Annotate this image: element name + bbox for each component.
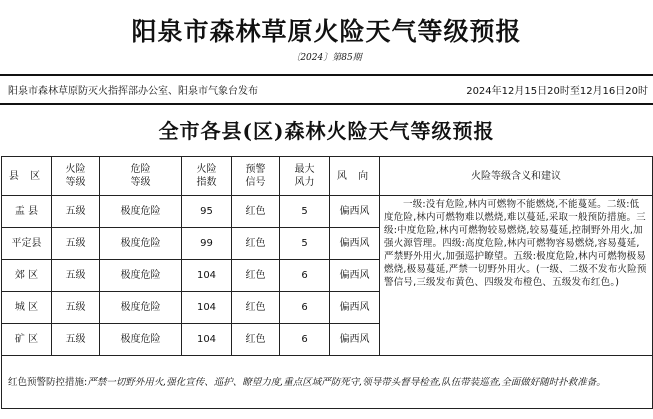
footnote-text: 严禁一切野外用火,强化宣传、巡护、瞭望力度,重点区域严防死守,领导带头督导检查,队伍带装巡查,全面做好随时扑救准备。 [87, 376, 606, 388]
page-title: 阳泉市森林草原火险天气等级预报 [131, 17, 522, 46]
fire-level-cell: 五级 [52, 324, 100, 356]
warning-signal-cell: 红色 [232, 196, 280, 228]
fire-level-cell: 五级 [52, 292, 100, 324]
publish-divider [0, 103, 653, 105]
warning-signal-cell: 红色 [232, 324, 280, 356]
publisher: 阳泉市森林草原防灭火指挥部办公室、阳泉市气象台发布 [8, 86, 258, 97]
danger-level-cell: 极度危险 [100, 228, 182, 260]
danger-level-cell: 极度危险 [100, 196, 182, 228]
footnote-label: 红色预警防控措施: [8, 376, 88, 388]
col-fire-level: 火险等级 [52, 157, 100, 196]
wind-direction-cell: 偏西风 [330, 196, 380, 228]
forecast-table [1, 156, 653, 409]
warning-signal-cell: 红色 [232, 260, 280, 292]
warning-signal-cell: 红色 [232, 228, 280, 260]
footnote-row [2, 356, 653, 409]
header-divider [0, 74, 653, 76]
danger-level-cell: 极度危险 [100, 292, 182, 324]
fire-index-cell: 95 [182, 196, 232, 228]
fire-index-cell: 104 [182, 260, 232, 292]
county-cell: 盂 县 [2, 196, 52, 228]
warning-signal-cell: 红色 [232, 292, 280, 324]
valid-period: 2024年12月15日20时至12月16日20时 [466, 86, 648, 97]
col-wind-direction: 风 向 [330, 157, 380, 196]
fire-index-cell: 99 [182, 228, 232, 260]
red-warning-measures [2, 356, 653, 409]
max-wind-cell: 6 [280, 260, 330, 292]
col-max-wind: 最大风力 [280, 157, 330, 196]
max-wind-cell: 5 [280, 228, 330, 260]
county-cell: 平定县 [2, 228, 52, 260]
fire-level-cell: 五级 [52, 228, 100, 260]
col-warning-signal: 预警信号 [232, 157, 280, 196]
max-wind-cell: 6 [280, 292, 330, 324]
col-explanation: 火险等级含义和建议 [380, 157, 653, 196]
county-cell: 矿 区 [2, 324, 52, 356]
wind-direction-cell: 偏西风 [330, 324, 380, 356]
table-header-row [2, 157, 653, 196]
fire-index-cell: 104 [182, 324, 232, 356]
col-county: 县 区 [2, 157, 52, 196]
fire-level-cell: 五级 [52, 196, 100, 228]
wind-direction-cell: 偏西风 [330, 292, 380, 324]
fire-index-cell: 104 [182, 292, 232, 324]
county-cell: 城 区 [2, 292, 52, 324]
table-row [2, 196, 653, 228]
county-cell: 郊 区 [2, 260, 52, 292]
max-wind-cell: 6 [280, 324, 330, 356]
section-title: 全市各县(区)森林火险天气等级预报 [158, 119, 495, 143]
col-fire-index: 火险指数 [182, 157, 232, 196]
col-danger-level: 危险等级 [100, 157, 182, 196]
level-explanation: 一级:没有危险,林内可燃物不能燃烧,不能蔓延。二级:低度危险,林内可燃物难以燃烧,难以蔓延,采取一般预防措施。三级:中度危险,林内可燃物较易燃烧,较易蔓延,控制野外用火,加强火源管理。四级:高度危险,林内可燃物容易燃烧,容易蔓延,严禁野外用火,加强巡护瞭望。五级:极度危险,林内可燃物极易燃烧,极易蔓延,严禁一切野外用火。(一级、二级不发布火险预警信号,三级发布黄色、四级发布橙色、五级发布红色。) [380, 196, 653, 356]
fire-level-cell: 五级 [52, 260, 100, 292]
danger-level-cell: 极度危险 [100, 260, 182, 292]
danger-level-cell: 极度危险 [100, 324, 182, 356]
wind-direction-cell: 偏西风 [330, 260, 380, 292]
issue-number: 〔2024〕第85期 [291, 53, 362, 63]
max-wind-cell: 5 [280, 196, 330, 228]
wind-direction-cell: 偏西风 [330, 228, 380, 260]
